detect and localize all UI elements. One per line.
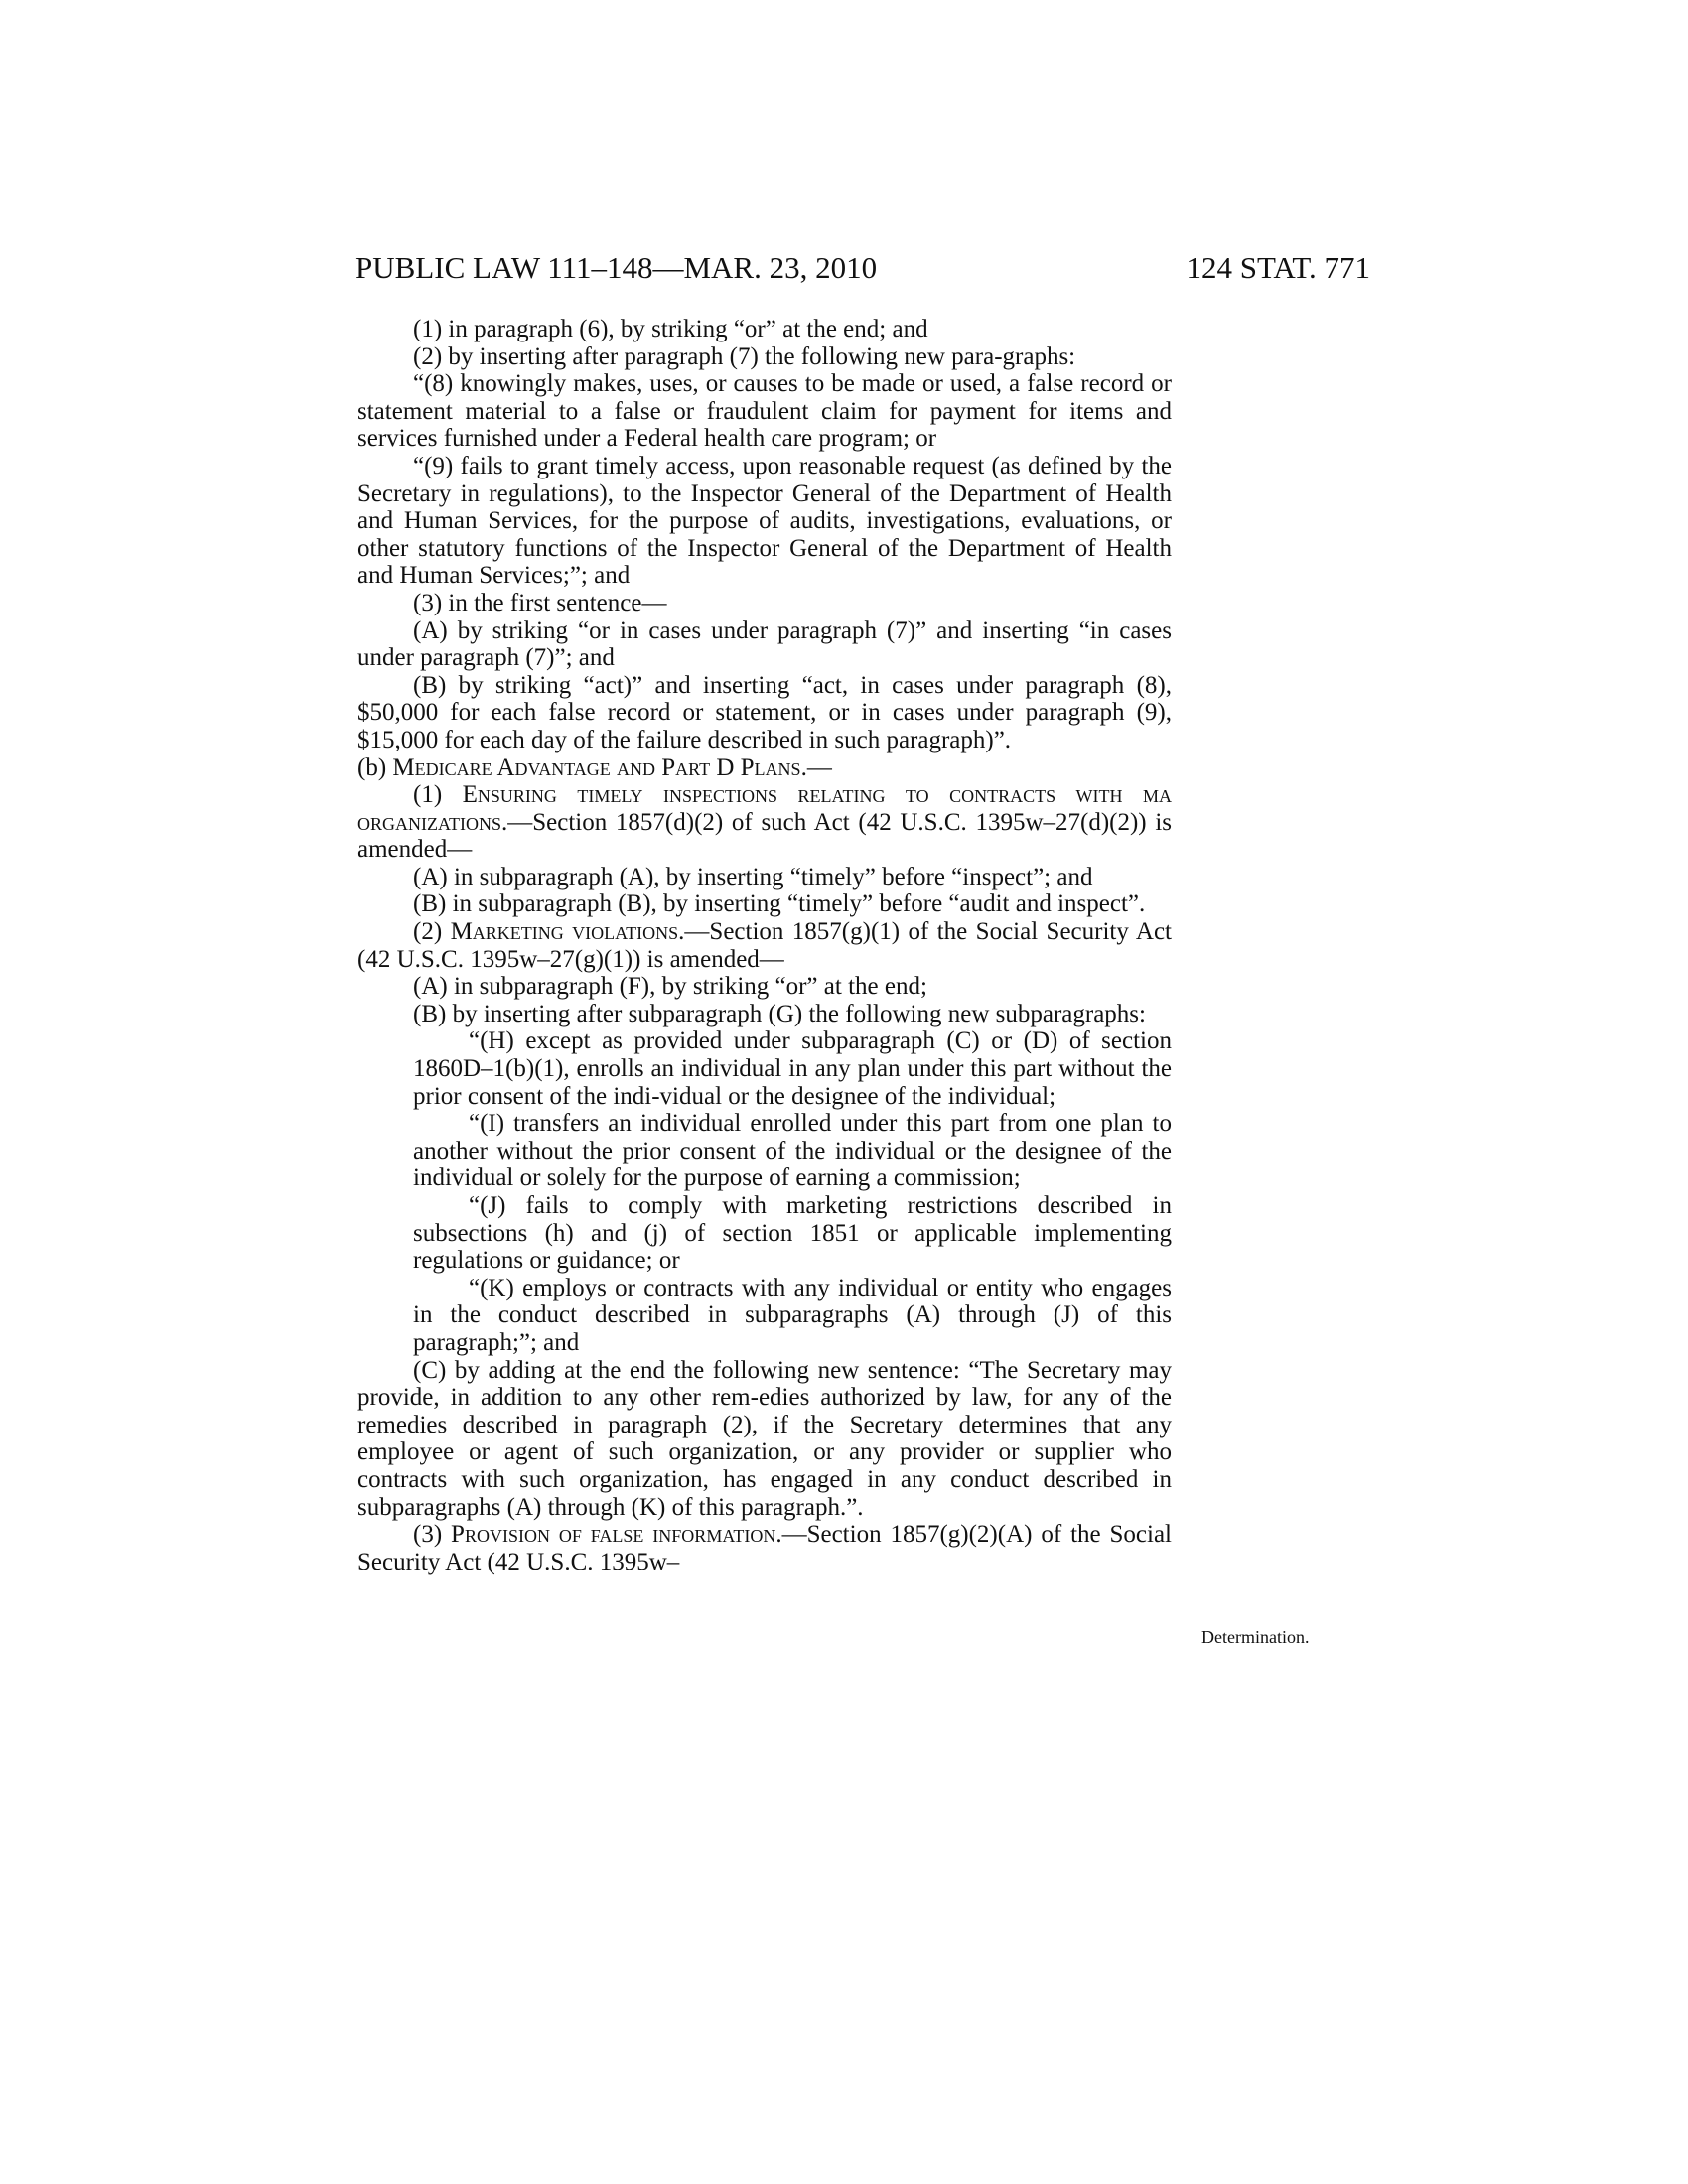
margin-note-determination: Determination. <box>1201 1627 1310 1647</box>
paragraph-8: “(8) knowingly makes, uses, or causes to be made or used, a false record or statement material to a false or fraudulent claim for payment for items and services furnished under a Federal health care program; or <box>357 370 1172 453</box>
section-b-1: (1) Ensuring timely inspections relating to contracts with ma organizations.—Section 1857(d)(2) of such Act (42 U.S.C. 1395w–27(d)(2)) is amended— <box>357 781 1172 864</box>
section-b-1-b: (B) in subparagraph (B), by inserting “timely” before “audit and inspect”. <box>413 890 1146 918</box>
statute-body <box>357 316 1172 1575</box>
section-b-2-b: (B) by inserting after subparagraph (G) the following new subparagraphs: <box>413 1000 1146 1027</box>
section-b-1-a: (A) in subparagraph (A), by inserting “timely” before “inspect”; and <box>413 863 1093 890</box>
section-b-2: (2) Marketing violations.—Section 1857(g)(1) of the Social Security Act (42 U.S.C. 1395w–27(g)(1)) is amended— <box>357 918 1172 973</box>
section-b-heading: (b) Medicare Advantage and Part D Plans.— <box>357 753 832 781</box>
section-b-3: (3) Provision of false information.—Section 1857(g)(2)(A) of the Social Security Act (42 U.S.C. 1395w– <box>357 1521 1172 1575</box>
subparagraph-i: “(I) transfers an individual enrolled under this part from one plan to another without the prior consent of the individual or the designee of the individual or solely for the purpose of earning a commission; <box>413 1110 1172 1192</box>
paragraph-1: (1) in paragraph (6), by striking “or” at the end; and <box>413 316 928 342</box>
paragraph-9: “(9) fails to grant timely access, upon reasonable request (as defined by the Secretary in regulations), to the Inspector General of the Department of Health and Human Services, for the purpose of audits, investigations, evaluations, or other statutory functions of the Inspector General of the Department of Health and Human Services;”; and <box>357 452 1172 590</box>
paragraph-3: (3) in the first sentence— <box>413 589 667 616</box>
subparagraph-a: (A) by striking “or in cases under paragraph (7)” and inserting “in cases under paragraph (7)”; and <box>357 616 1172 672</box>
subparagraph-k: “(K) employs or contracts with any individual or entity who engages in the conduct described in subparagraphs (A) through (J) of this paragraph;”; and <box>413 1274 1172 1356</box>
paragraph-2: (2) by inserting after paragraph (7) the following new para-graphs: <box>413 342 1076 370</box>
subparagraph-j: “(J) fails to comply with marketing restrictions described in subsections (h) and (j) of section 1851 or applicable implementing regulations or guidance; or <box>413 1192 1172 1275</box>
subparagraph-b: (B) by striking “act)” and inserting “act, in cases under paragraph (8), $50,000 for each false record or statement, or in cases under paragraph (9), $15,000 for each day of the failure described in such paragraph)”. <box>357 671 1172 753</box>
page-header <box>355 248 1370 288</box>
section-b-2-a: (A) in subparagraph (F), by striking “or” at the end; <box>413 973 927 1001</box>
section-b-2-c: (C) by adding at the end the following new sentence: “The Secretary may provide, in addition to any other rem-edies authorized by law, for any of the remedies described in paragraph (2), if the Secretary determines that any employee or agent of such organization, or any provider or supplier who contracts with such organization, has engaged in any conduct described in subparagraphs (A) through (K) of this paragraph.”. <box>357 1356 1172 1521</box>
subparagraph-h: “(H) except as provided under subparagraph (C) or (D) of section 1860D–1(b)(1), enrolls an individual in any plan under this part without the prior consent of the indi-vidual or the designee of the individual; <box>413 1027 1172 1110</box>
public-law-citation: PUBLIC LAW 111–148—MAR. 23, 2010 <box>355 250 878 285</box>
statute-page-number: 124 STAT. 771 <box>1186 250 1370 285</box>
